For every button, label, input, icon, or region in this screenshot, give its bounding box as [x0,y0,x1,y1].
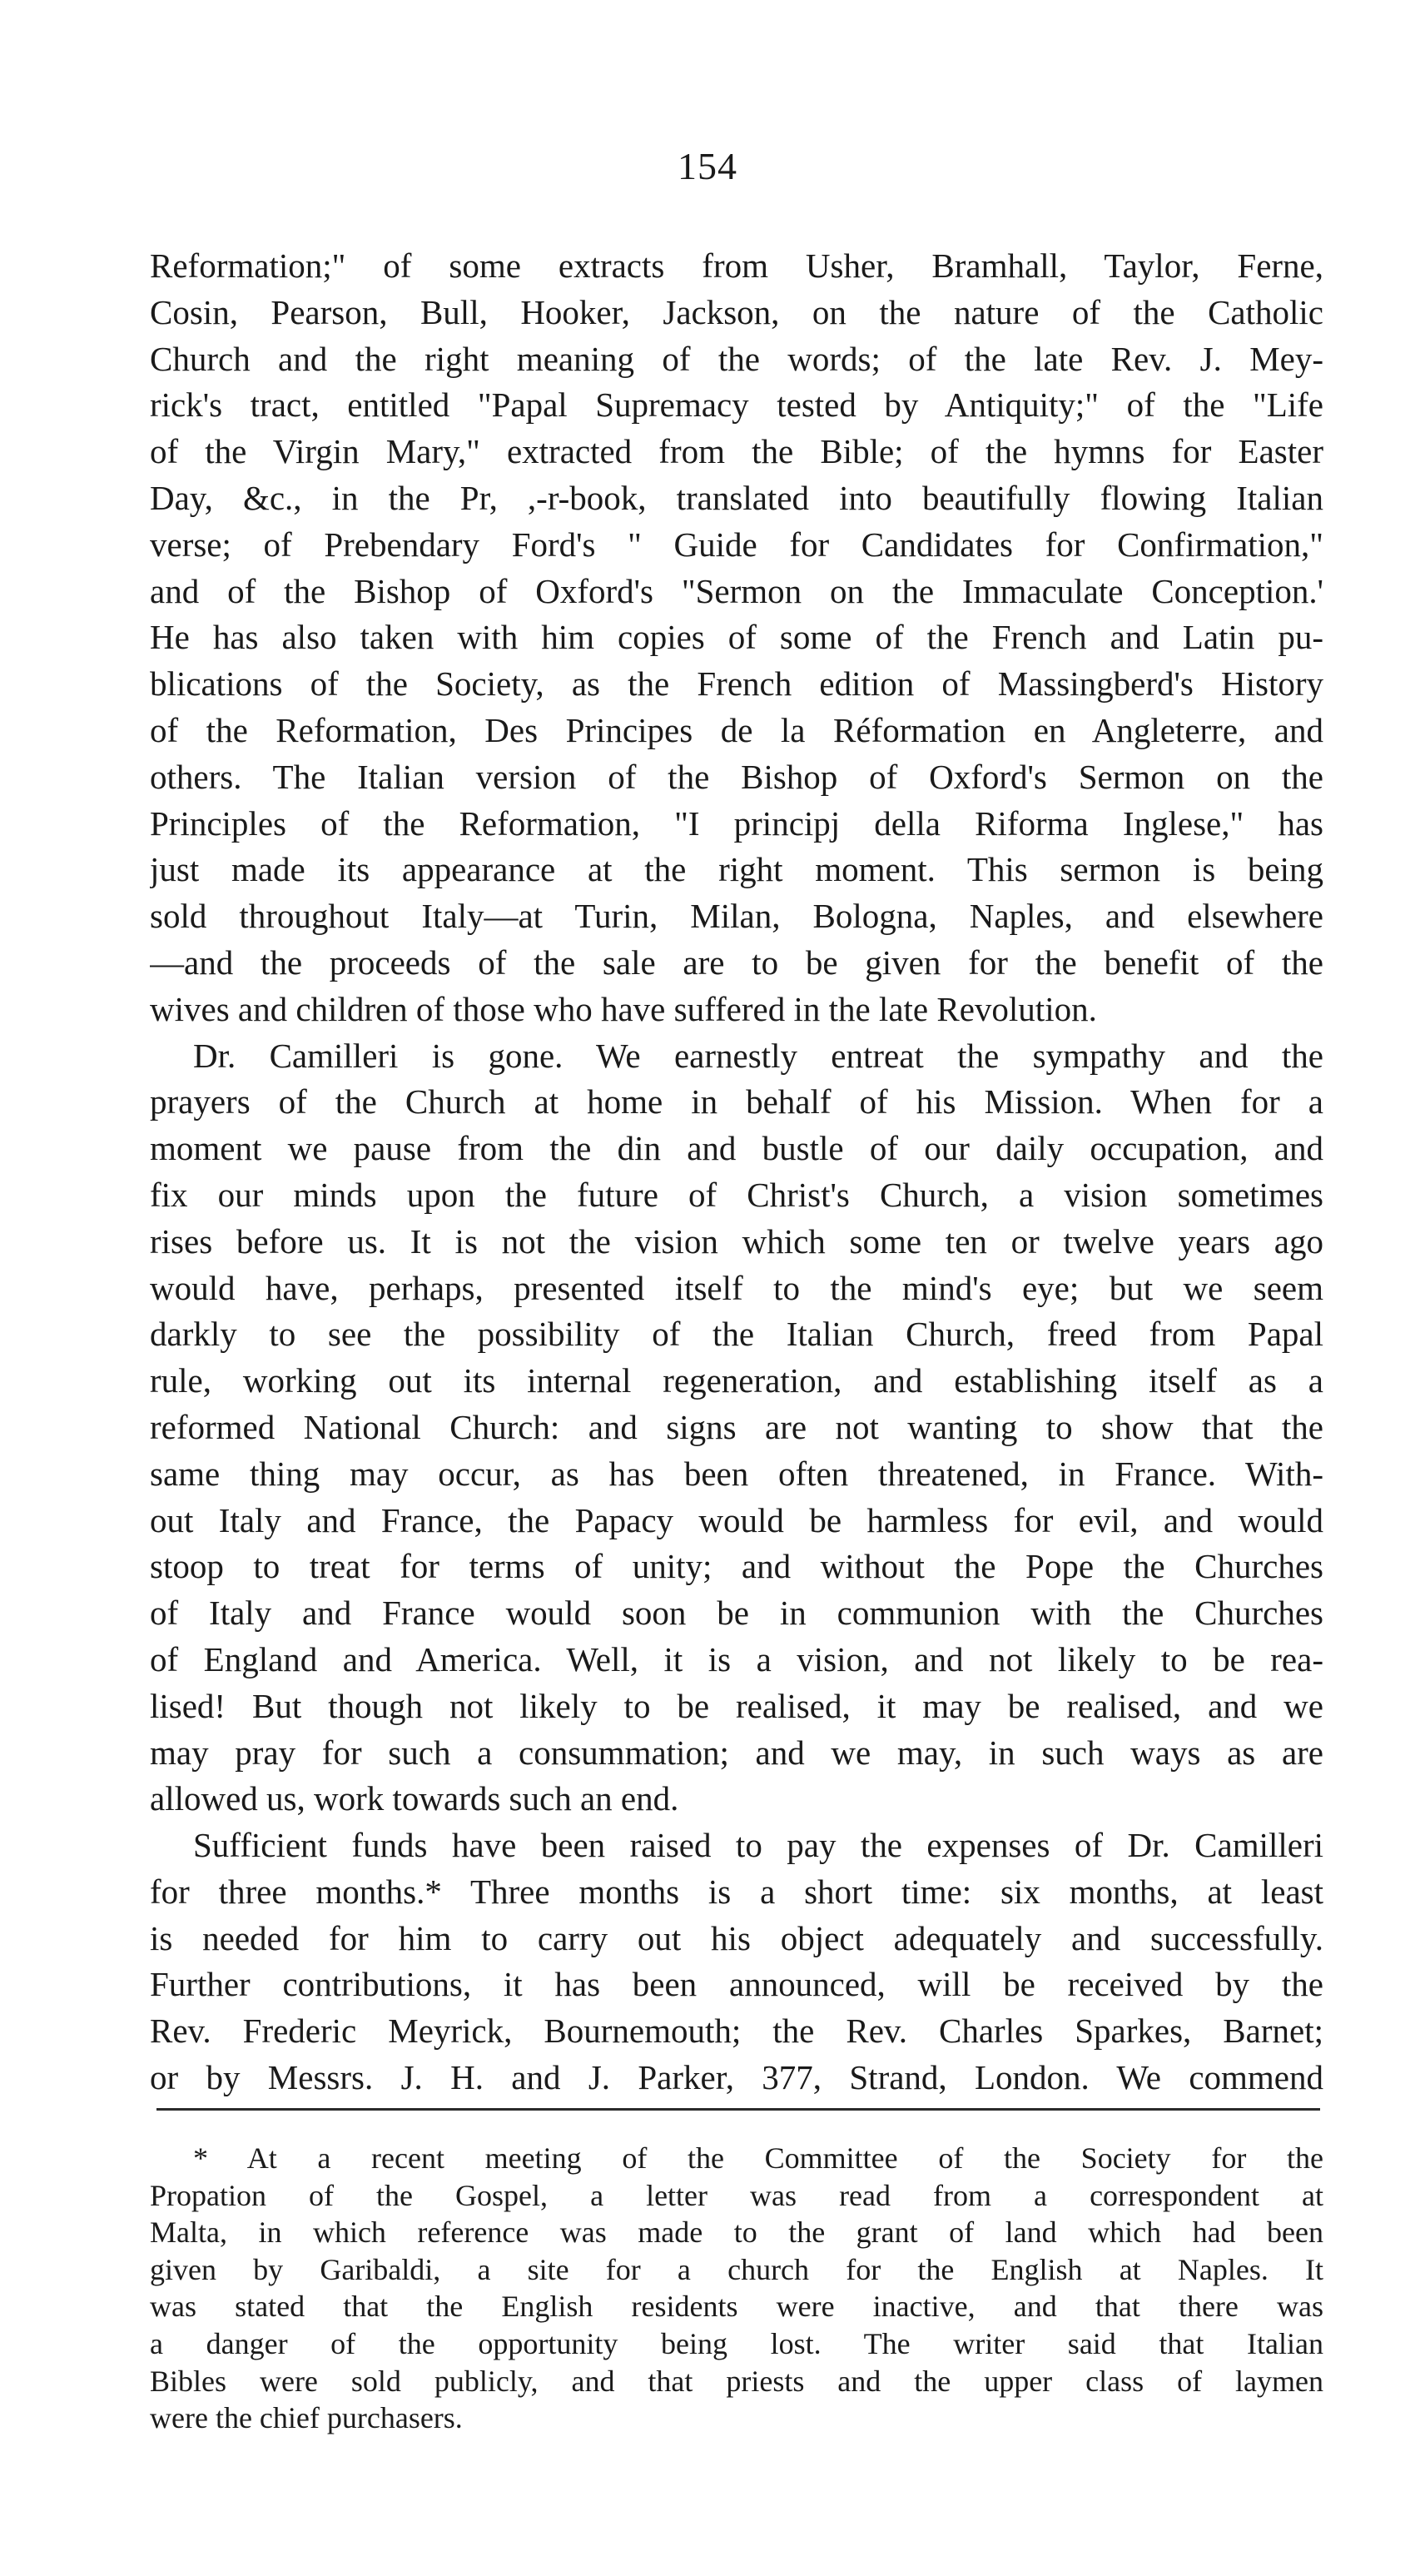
text-line: blications of the Society, as the French edition of Massingberd's History [150,664,1323,704]
footnote-divider [156,2108,1320,2111]
text-line: He has also taken with him copies of some of the French and Latin pu- [150,618,1323,657]
paragraph-3 [150,1823,1323,2101]
footnote-line: were the chief purchasers. [150,2401,463,2435]
text-line: darkly to see the possibility of the Italian Church, freed from Papal [150,1315,1323,1354]
text-line: Dr. Camilleri is gone. We earnestly entreat the sympathy and the [193,1036,1323,1075]
text-line: of the Reformation, Des Principes de la Réformation en Angleterre, and [150,710,1323,749]
footnote-line: given by Garibaldi, a site for a church for the English at Naples. It [150,2252,1323,2286]
text-line: same thing may occur, as has been often threatened, in France. With- [150,1454,1323,1493]
paragraph-2 [150,1033,1323,1823]
text-line: wives and children of those who have suffered in the late Revolution. [150,989,1097,1028]
text-line: rises before us. It is not the vision which some ten or twelve years ago [150,1221,1323,1261]
text-line: reformed National Church: and signs are not wanting to show that the [150,1407,1323,1446]
text-line: Church and the right meaning of the words; of the late Rev. J. Mey- [150,339,1323,378]
text-line: Day, &c., in the Pr, ,-r-book, translated into beautifully flowing Italian [150,478,1323,517]
text-line: sold throughout Italy—at Turin, Milan, Bologna, Naples, and elsewhere [150,897,1323,936]
footnote-line: Propation of the Gospel, a letter was read from a correspondent at [150,2178,1323,2212]
text-line: and of the Bishop of Oxford's "Sermon on the Immaculate Conception.' [150,571,1323,610]
page-number: 154 [678,145,737,187]
text-line: others. The Italian version of the Bishop of Oxford's Sermon on the [150,757,1323,796]
text-line: or by Messrs. J. H. and J. Parker, 377, Strand, London. We commend [150,2058,1323,2097]
text-line: stoop to treat for terms of unity; and without the Pope the Churches [150,1547,1323,1586]
footnote [150,2140,1323,2437]
text-line: Cosin, Pearson, Bull, Hooker, Jackson, on the nature of the Catholic [150,292,1323,331]
text-line: Reformation;" of some extracts from Usher, Bramhall, Taylor, Ferne, [150,246,1323,285]
text-line: —and the proceeds of the sale are to be given for the benefit of the [150,942,1323,982]
text-line: Rev. Frederic Meyrick, Bournemouth; the Rev. Charles Sparkes, Barnet; [150,2012,1323,2051]
footnote-line: Malta, in which reference was made to the grant of land which had been [150,2215,1323,2250]
footnote-line: Bibles were sold publicly, and that priests and the upper class of laymen [150,2364,1323,2398]
text-line: Further contributions, it has been announced, will be received by the [150,1965,1323,2004]
footnote-line: * At a recent meeting of the Committee of the Society for the [193,2141,1323,2175]
footnote-line: a danger of the opportunity being lost. The writer said that Italian [150,2326,1323,2360]
text-line: is needed for him to carry out his object adequately and successfully. [150,1918,1323,1957]
text-line: rule, working out its internal regeneration, and establishing itself as a [150,1361,1323,1400]
text-line: of Italy and France would soon be in communion with the Churches [150,1594,1323,1633]
text-line: may pray for such a consummation; and we may, in such ways as are [150,1733,1323,1772]
text-line: prayers of the Church at home in behalf of his Mission. When for a [150,1082,1323,1121]
body-text [150,243,1323,2101]
text-line: for three months.* Three months is a short time: six months, at least [150,1872,1323,1911]
text-line: of England and America. Well, it is a vision, and not likely to be rea- [150,1639,1323,1678]
text-line: moment we pause from the din and bustle of our daily occupation, and [150,1129,1323,1168]
footnote-line: was stated that the English residents were inactive, and that there was [150,2290,1323,2324]
text-line: lised! But though not likely to be realised, it may be realised, and we [150,1686,1323,1725]
text-line: out Italy and France, the Papacy would be harmless for evil, and would [150,1500,1323,1539]
text-line: Principles of the Reformation, "I principj della Riforma Inglese," has [150,803,1323,843]
text-line: rick's tract, entitled "Papal Supremacy tested by Antiquity;" of the "Life [150,385,1323,425]
text-line: just made its appearance at the right moment. This sermon is being [150,850,1323,889]
text-line: Sufficient funds have been raised to pay the expenses of Dr. Camilleri [193,1826,1323,1865]
text-line: allowed us, work towards such an end. [150,1779,679,1818]
text-line: would have, perhaps, presented itself to the mind's eye; but we seem [150,1268,1323,1307]
text-line: verse; of Prebendary Ford's " Guide for Candidates for Confirmation," [150,525,1323,564]
paragraph-1 [150,243,1323,1033]
text-line: fix our minds upon the future of Christ's Church, a vision sometimes [150,1175,1323,1214]
text-line: of the Virgin Mary," extracted from the Bible; of the hymns for Easter [150,432,1323,471]
